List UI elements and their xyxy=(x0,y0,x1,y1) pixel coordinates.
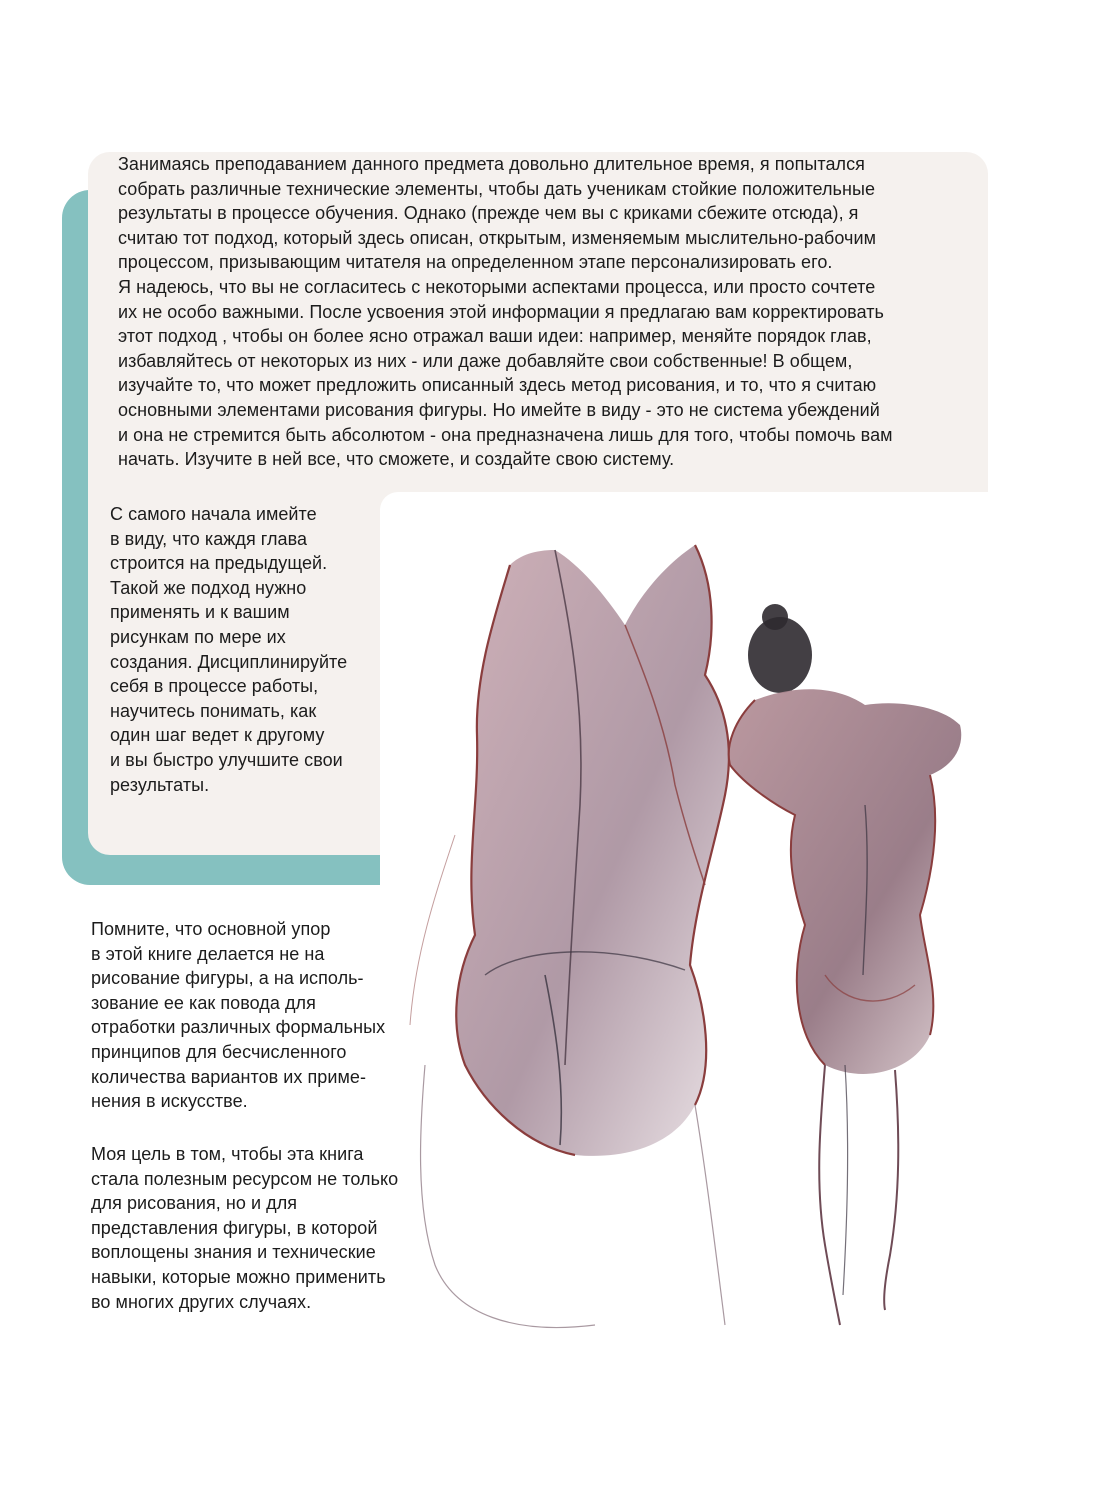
intro-line: считаю тот подход, который здесь описан, открытым, изменяемым мыслительно-рабочим xyxy=(118,227,877,248)
side-line: применять и к вашим xyxy=(110,602,290,623)
intro-line: собрать различные технические элементы, чтобы дать ученикам стойкие положительные xyxy=(118,178,876,199)
note-paragraph-goal xyxy=(91,1142,398,1314)
torso-sketch xyxy=(410,545,729,1328)
intro-line: избавляйтесь от некоторых из них - или даже добавляйте свои собственные! В общем, xyxy=(118,350,853,371)
side-line: рисункам по мере их xyxy=(110,626,286,647)
note-line: в этой книге делается не на xyxy=(91,943,325,964)
note-line: воплощены знания и технические xyxy=(91,1242,376,1263)
note-paragraph-focus xyxy=(91,917,385,1114)
intro-line: процессом, призывающим читателя на определенном этапе персонализировать его. xyxy=(118,252,833,273)
intro-line: Я надеюсь, что вы не согласитесь с некоторыми аспектами процесса, или просто сочтете xyxy=(118,276,876,297)
side-line: и вы быстро улучшите свои xyxy=(110,749,343,770)
side-line: результаты. xyxy=(110,774,210,795)
intro-line: изучайте то, что может предложить описанный здесь метод рисования, и то, что я считаю xyxy=(118,375,877,396)
side-line: Такой же подход нужно xyxy=(110,577,307,598)
intro-line: и она не стремится быть абсолютом - она предназначена лишь для того, чтобы помочь вам xyxy=(118,424,893,445)
side-line: научитесь понимать, как xyxy=(110,700,317,721)
note-line: во многих других случаях. xyxy=(91,1291,312,1312)
note-line: рисование фигуры, а на исполь- xyxy=(91,968,364,989)
note-line: принципов для бесчисленного xyxy=(91,1041,347,1062)
note-line: Моя цель в том, чтобы эта книга xyxy=(91,1144,364,1164)
intro-line: их не особо важными. После усвоения этой информации я предлагаю вам корректировать xyxy=(118,301,884,322)
intro-line: основными элементами рисования фигуры. Но имейте в виду - это не система убеждений xyxy=(118,399,880,420)
intro-line: результаты в процессе обучения. Однако (прежде чем вы с криками сбежите отсюда), я xyxy=(118,203,859,224)
figure-sketches-illustration xyxy=(395,505,995,1350)
intro-line: Занимаясь преподаванием данного предмета довольно длительное время, я попытался xyxy=(118,154,865,174)
note-line: представления фигуры, в которой xyxy=(91,1217,378,1238)
side-paragraph xyxy=(110,502,347,797)
note-line: навыки, которые можно применить xyxy=(91,1266,386,1287)
note-line: нения в искусстве. xyxy=(91,1091,248,1112)
side-line: строится на предыдущей. xyxy=(110,553,328,574)
figure-sketch xyxy=(729,604,962,1325)
side-line: создания. Дисциплинируйте xyxy=(110,651,348,672)
note-line: стала полезным ресурсом не только xyxy=(91,1168,399,1189)
side-line: С самого начала имейте xyxy=(110,504,317,524)
note-line: зование ее как повода для xyxy=(91,992,316,1013)
side-line: в виду, что каждя глава xyxy=(110,528,308,549)
note-line: для рисования, но и для xyxy=(91,1193,298,1214)
intro-paragraph xyxy=(118,152,893,472)
intro-line: начать. Изучите в ней все, что сможете, и создайте свою систему. xyxy=(118,449,675,470)
note-line: Помните, что основной упор xyxy=(91,919,331,939)
side-line: один шаг ведет к другому xyxy=(110,725,325,746)
intro-line: этот подход , чтобы он более ясно отражал ваши идеи: например, меняйте порядок глав, xyxy=(118,326,872,347)
side-line: себя в процессе работы, xyxy=(110,676,319,697)
note-line: количества вариантов их приме- xyxy=(91,1066,367,1087)
note-line: отработки различных формальных xyxy=(91,1017,386,1038)
